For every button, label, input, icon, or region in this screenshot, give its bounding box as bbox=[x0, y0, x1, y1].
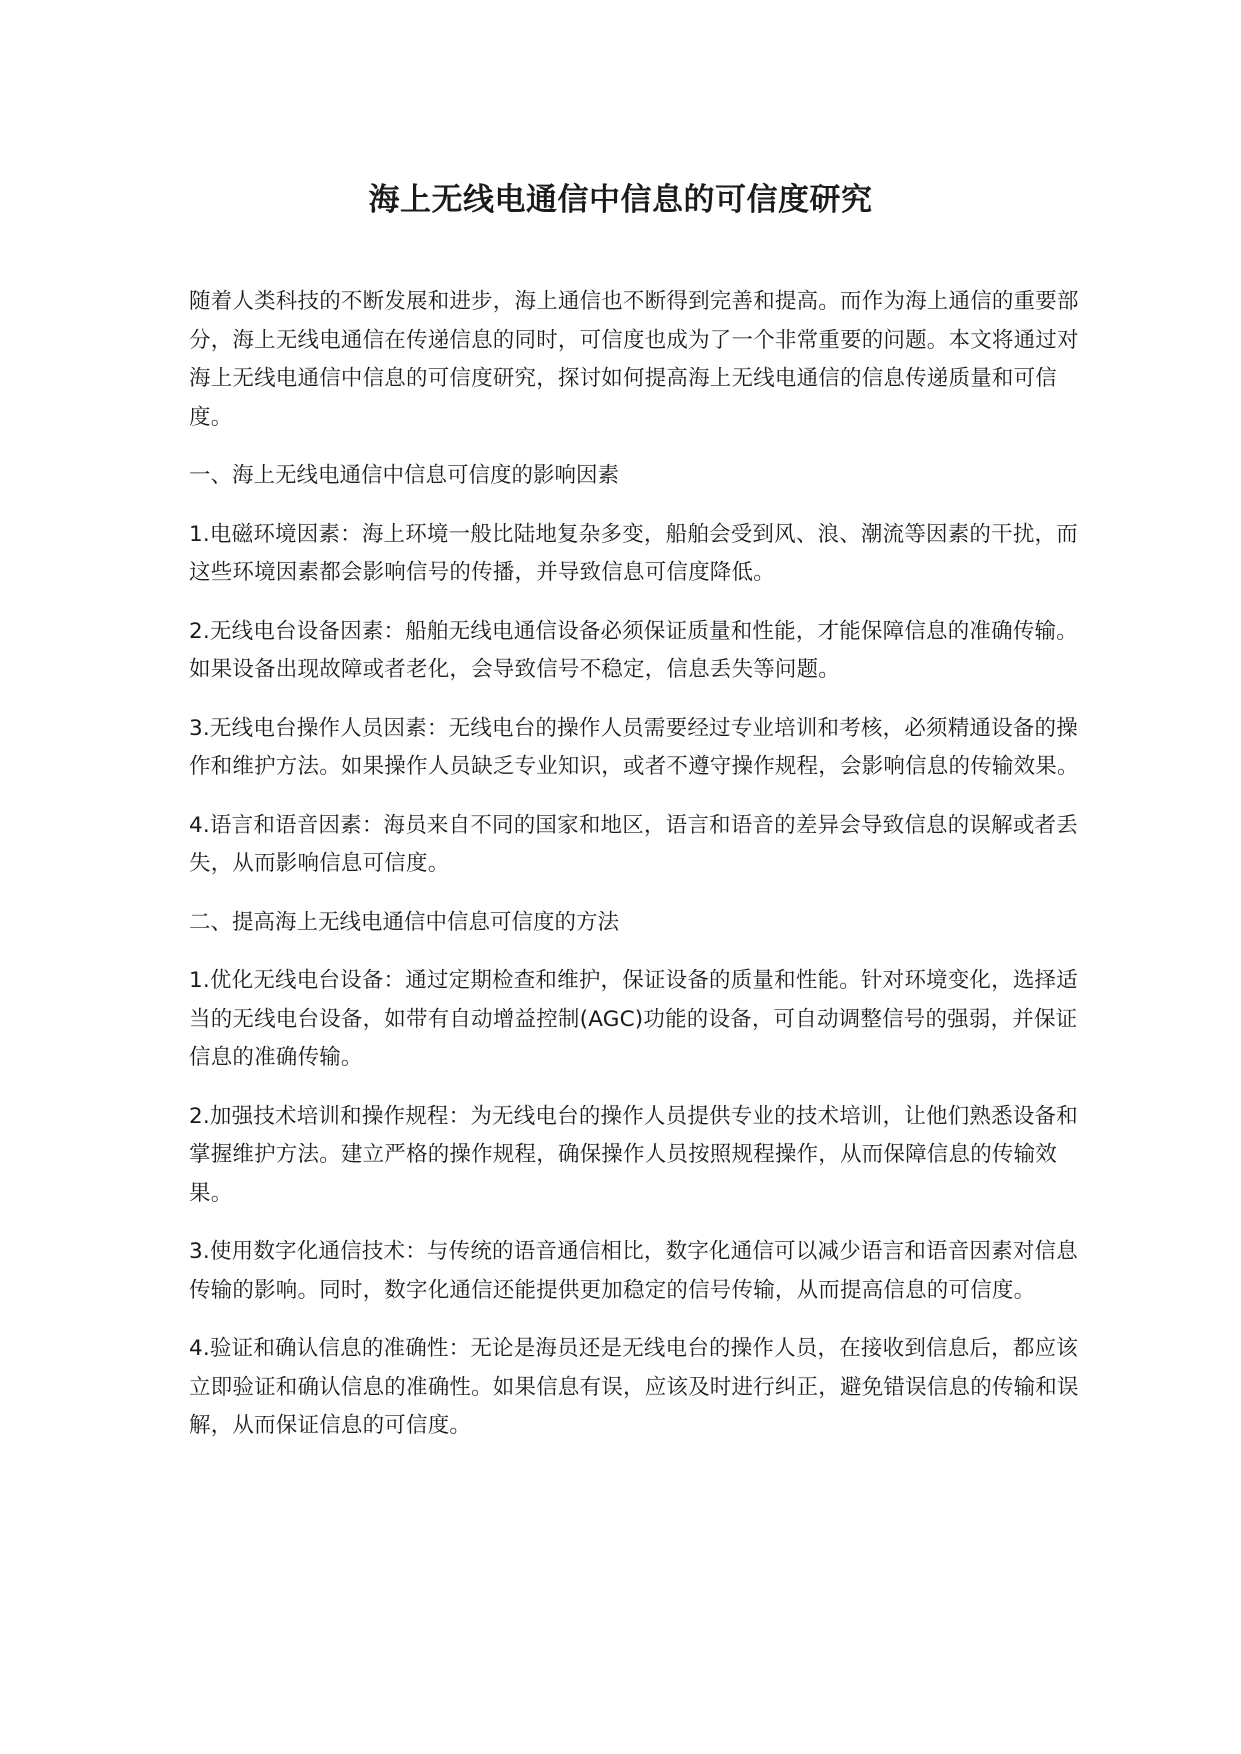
section-1-item-3: 3.无线电台操作人员因素：无线电台的操作人员需要经过专业培训和考核，必须精通设备的操作和维护方法。如果操作人员缺乏专业知识，或者不遵守操作规程，会影响信息的传输效果。 bbox=[189, 715, 1079, 779]
section-2-item-1: 1.优化无线电台设备：通过定期检查和维护，保证设备的质量和性能。针对环境变化，选择适当的无线电台设备，如带有自动增益控制(AGC)功能的设备，可自动调整信号的强弱，并保证信息的准确传输。 bbox=[189, 968, 1078, 1070]
document-body bbox=[189, 283, 1084, 1466]
document-title: 海上无线电通信中信息的可信度研究 bbox=[368, 182, 873, 218]
section-2-item-3: 3.使用数字化通信技术：与传统的语音通信相比，数字化通信可以减少语言和语音因素对信息传输的影响。同时，数字化通信还能提供更加稳定的信号传输，从而提高信息的可信度。 bbox=[189, 1239, 1078, 1303]
intro-paragraph: 随着人类科技的不断发展和进步，海上通信也不断得到完善和提高。而作为海上通信的重要部分，海上无线电通信在传递信息的同时，可信度也成为了一个非常重要的问题。本文将通过对海上无线电通信中信息的可信度研究，探讨如何提高海上无线电通信的信息传递质量和可信度。 bbox=[189, 289, 1079, 430]
section-2-item-4: 4.验证和确认信息的准确性：无论是海员还是无线电台的操作人员，在接收到信息后，都应该立即验证和确认信息的准确性。如果信息有误，应该及时进行纠正，避免错误信息的传输和误解，从而保证信息的可信度。 bbox=[189, 1336, 1079, 1438]
section-1-item-1: 1.电磁环境因素：海上环境一般比陆地复杂多变，船舶会受到风、浪、潮流等因素的干扰，而这些环境因素都会影响信号的传播，并导致信息可信度降低。 bbox=[189, 521, 1078, 585]
section-1-item-2: 2.无线电台设备因素：船舶无线电通信设备必须保证质量和性能，才能保障信息的准确传输。如果设备出现故障或者老化，会导致信号不稳定，信息丢失等问题。 bbox=[189, 618, 1078, 682]
section-2-item-2: 2.加强技术培训和操作规程：为无线电台的操作人员提供专业的技术培训，让他们熟悉设备和掌握维护方法。建立严格的操作规程，确保操作人员按照规程操作，从而保障信息的传输效果。 bbox=[189, 1103, 1078, 1206]
section-1-heading: 一、海上无线电通信中信息可信度的影响因素 bbox=[189, 463, 620, 488]
section-1-item-4: 4.语言和语音因素：海员来自不同的国家和地区，语言和语音的差异会导致信息的误解或者丢失，从而影响信息可信度。 bbox=[189, 812, 1078, 876]
section-2-heading: 二、提高海上无线电通信中信息可信度的方法 bbox=[189, 909, 620, 935]
